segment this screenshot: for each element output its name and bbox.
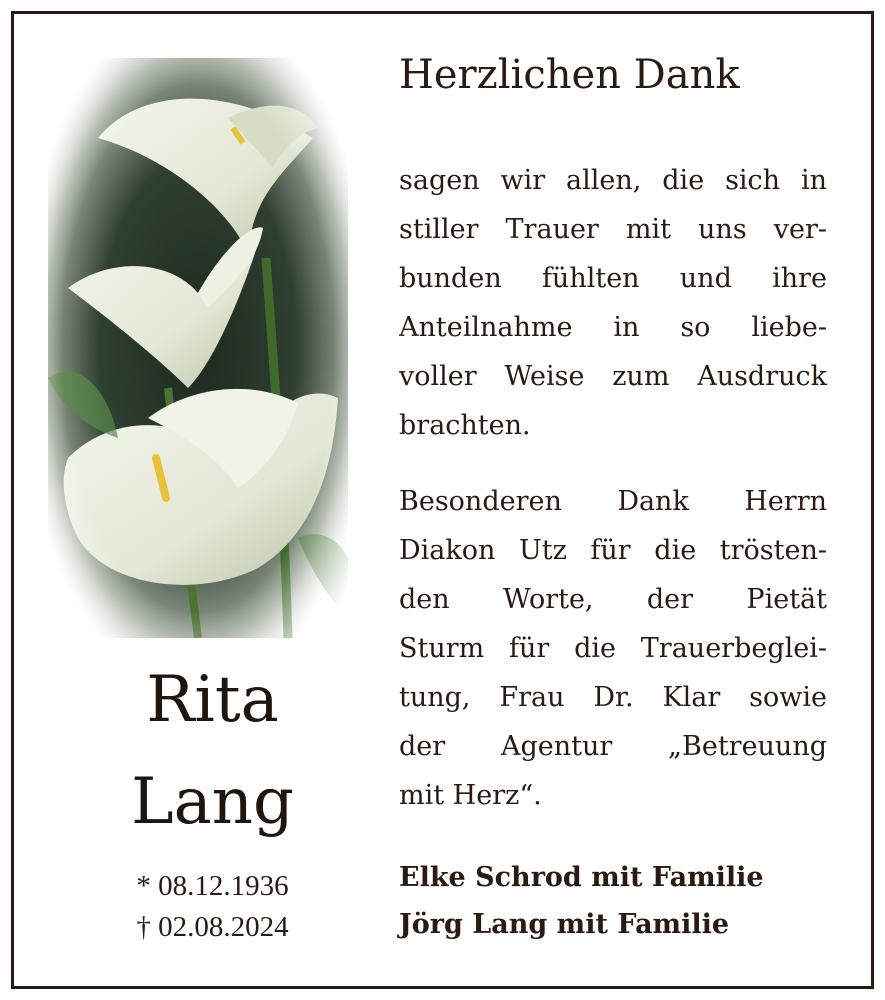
thanks-paragraph xyxy=(399,156,827,450)
text-line: Diakon Utz für die trösten- xyxy=(399,535,827,566)
calla-lilies-image xyxy=(48,58,348,638)
text-line: Sturm für die Trauerbeglei- xyxy=(399,633,827,664)
birth-date: * 08.12.1936 xyxy=(136,870,289,902)
text-line: der Agentur „Betreuung xyxy=(399,731,827,762)
text-line: tung, Frau Dr. Klar sowie xyxy=(399,682,827,713)
special-thanks-paragraph xyxy=(399,477,827,820)
text-line: voller Weise zum Ausdruck xyxy=(399,361,827,392)
deceased-last-name: Lang xyxy=(131,765,294,839)
text-line: bunden fühlten und ihre xyxy=(399,263,827,294)
text-line: mit Herz“. xyxy=(399,780,542,811)
deceased-first-name: Rita xyxy=(146,663,279,737)
thanks-heading: Herzlichen Dank xyxy=(399,52,740,98)
text-line: stiller Trauer mit uns ver- xyxy=(399,214,827,245)
text-line: sagen wir allen, die sich in xyxy=(399,165,827,196)
signer-name: Elke Schrod mit Familie xyxy=(399,862,764,893)
text-line: den Worte, der Pietät xyxy=(399,584,827,615)
text-line: Besonderen Dank Herrn xyxy=(399,486,827,517)
signer-name: Jörg Lang mit Familie xyxy=(399,909,730,940)
text-line: brachten. xyxy=(399,410,531,441)
death-date: † 02.08.2024 xyxy=(136,911,289,943)
text-line: Anteilnahme in so liebe- xyxy=(399,312,827,343)
